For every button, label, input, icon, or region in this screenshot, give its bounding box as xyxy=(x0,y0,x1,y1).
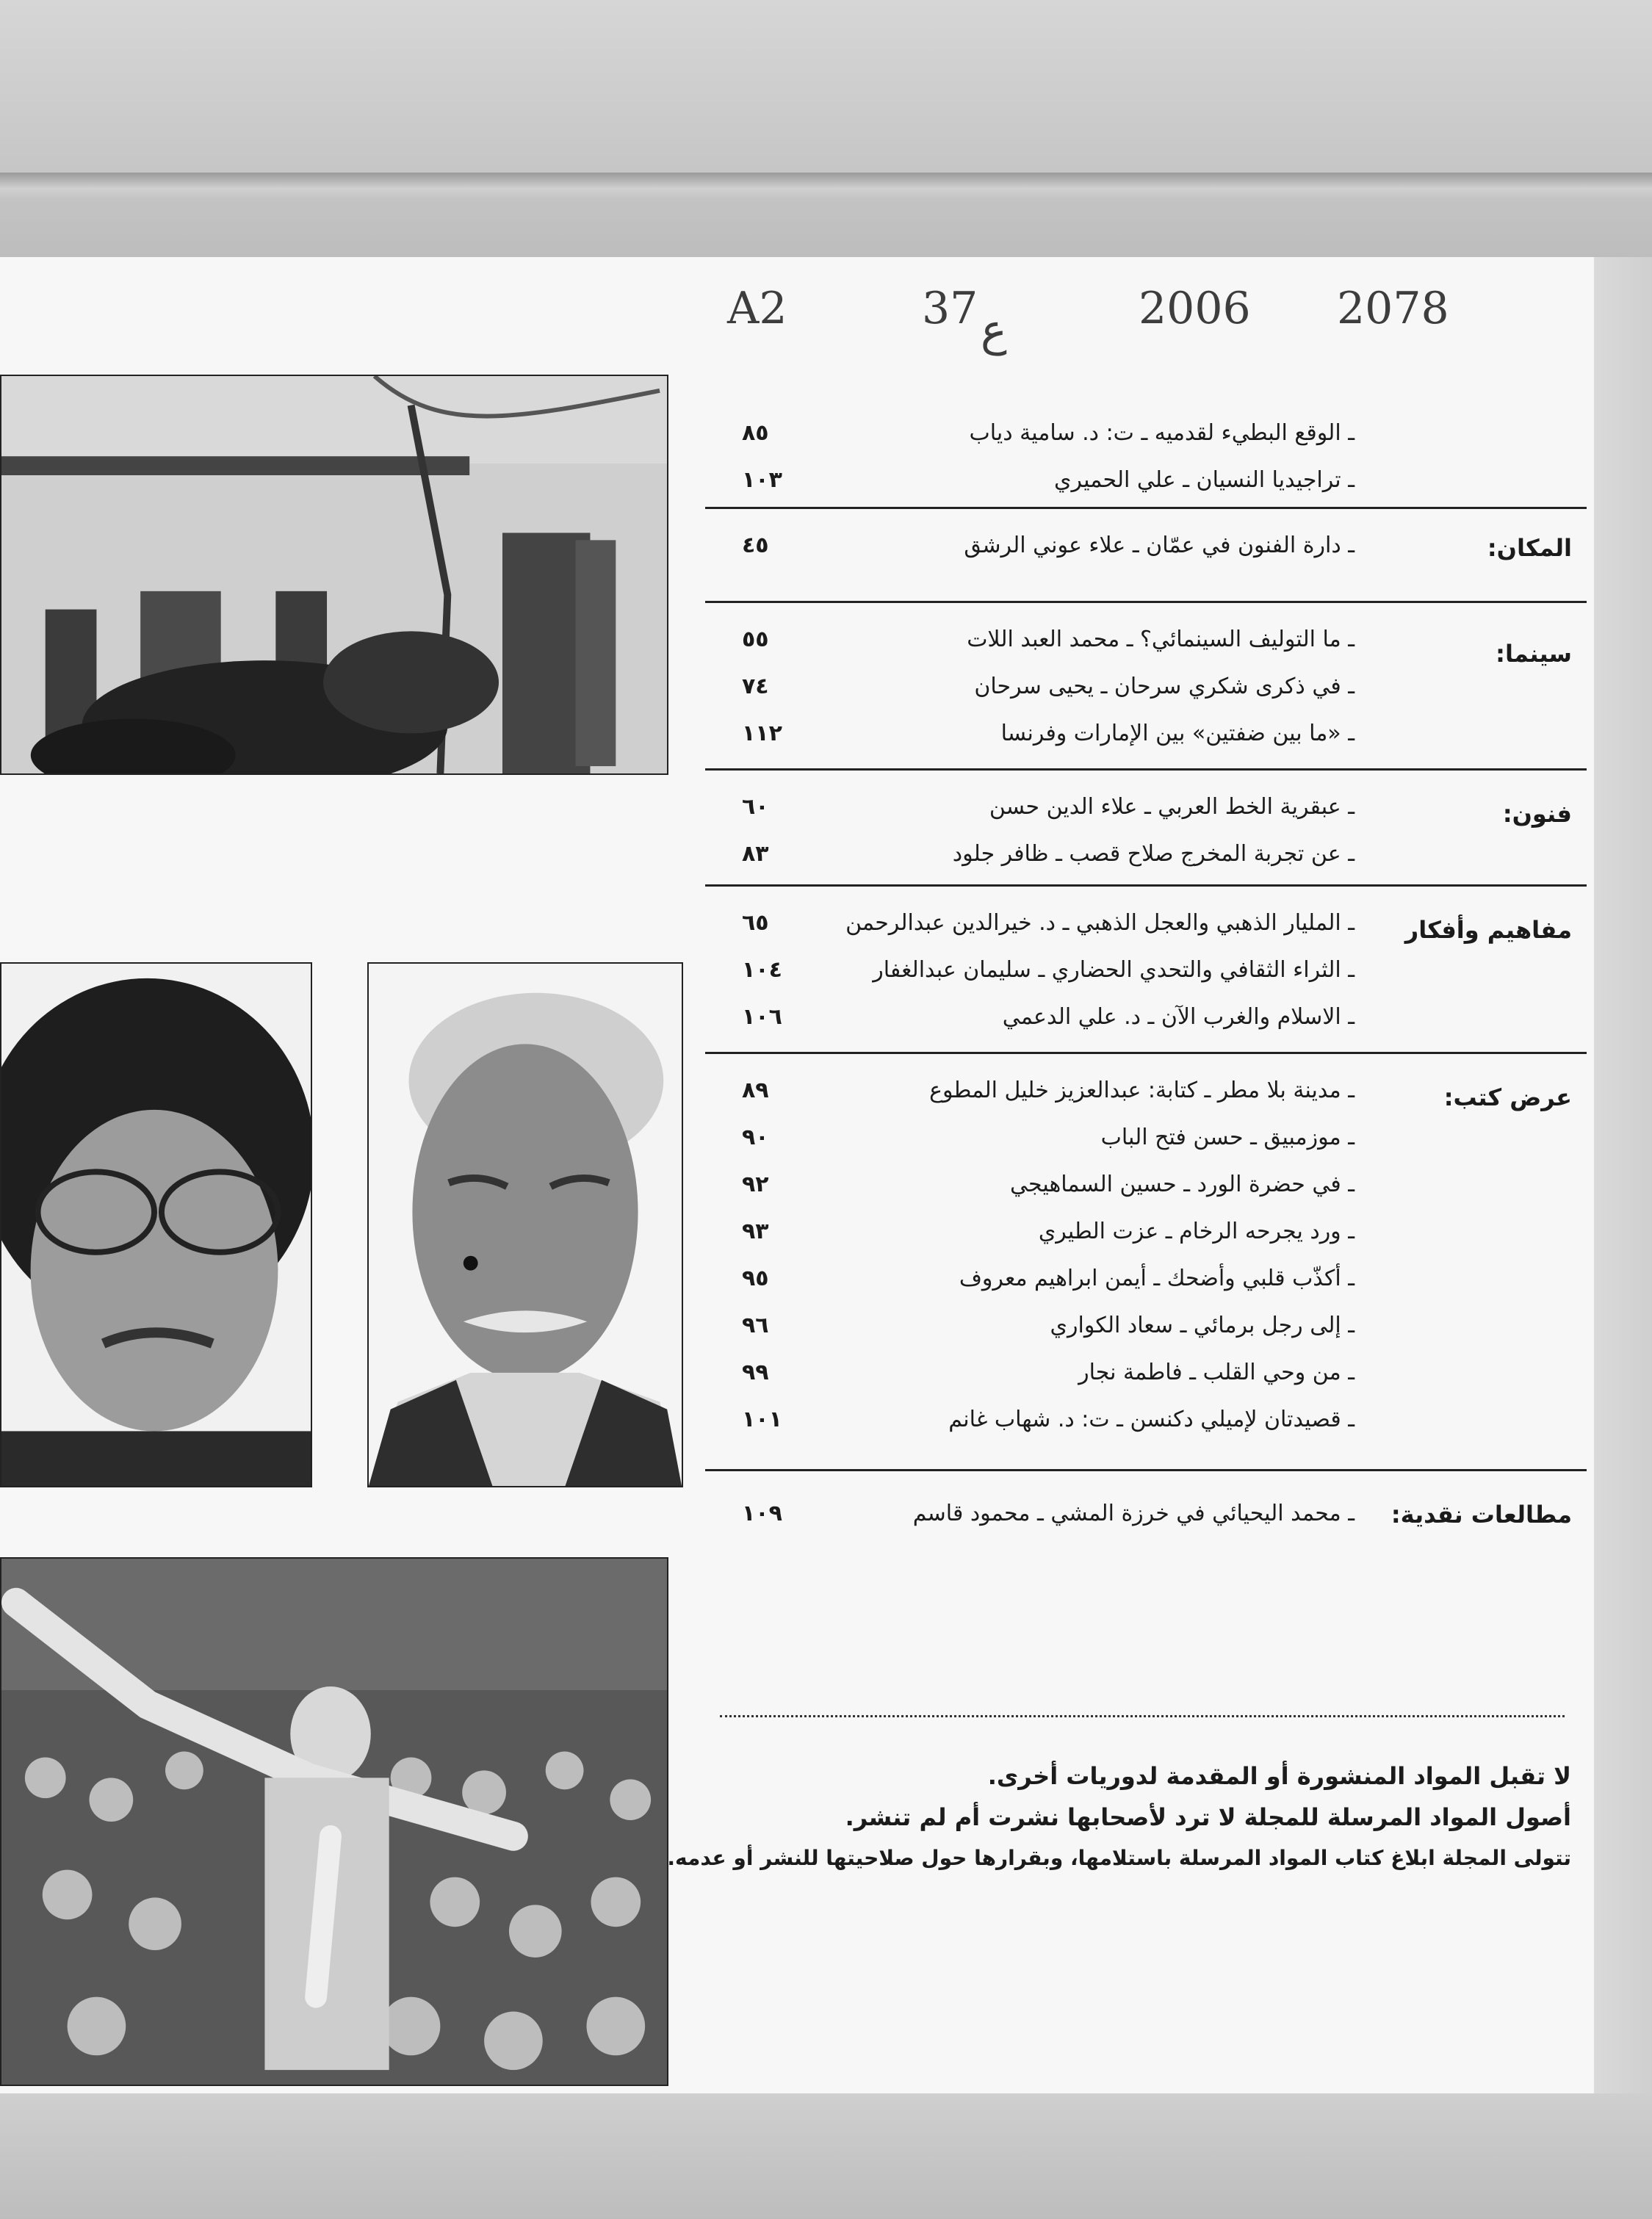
entry-page: ١٠٣ xyxy=(742,467,782,493)
scan-bottom-margin xyxy=(0,2093,1652,2219)
toc-entry[interactable] xyxy=(705,1163,1587,1210)
crowd-photo xyxy=(0,1557,668,2086)
submission-notes xyxy=(667,1756,1571,1879)
section-heading: فنون: xyxy=(1502,800,1572,828)
toc-entry[interactable] xyxy=(705,948,1587,995)
entry-page: ١٠٩ xyxy=(742,1501,782,1526)
toc-entry[interactable] xyxy=(705,1492,1587,1539)
toc-entry[interactable] xyxy=(705,411,1587,458)
scan-top-margin xyxy=(0,0,1652,257)
toc-entry[interactable] xyxy=(705,832,1587,879)
entry-title: ـ قصيدتان لإميلي دكنسن ـ ت: د. شهاب غانم xyxy=(948,1407,1355,1432)
page-fold-shadow xyxy=(0,173,1652,199)
entry-page: ٥٥ xyxy=(742,627,769,652)
handwriting-letter: ع xyxy=(981,305,1007,356)
building-photo xyxy=(0,375,668,775)
entry-page: ١٠٤ xyxy=(742,957,782,983)
handwriting-number: 2078 xyxy=(1337,283,1449,334)
entry-page: ٩٠ xyxy=(742,1125,769,1150)
note-line: لا تقبل المواد المنشورة أو المقدمة لدوريات أخرى. xyxy=(987,1762,1571,1790)
entry-page: ٩٣ xyxy=(742,1219,769,1244)
entry-page: ٨٩ xyxy=(742,1078,769,1103)
entry-title: ـ مدينة بلا مطر ـ كتابة: عبدالعزيز خليل المطوع xyxy=(929,1078,1355,1103)
section-heading: مفاهيم وأفكار xyxy=(1404,916,1572,944)
toc-section xyxy=(705,1471,1587,1552)
entry-page: ١٠٦ xyxy=(742,1004,782,1030)
entry-title: ـ عبقرية الخط العربي ـ علاء الدين حسن xyxy=(989,794,1355,820)
toc-section xyxy=(705,603,1587,771)
toc-entry[interactable] xyxy=(705,712,1587,759)
note-line: تتولى المجلة ابلاغ كتاب المواد المرسلة باستلامها، وبقرارها حول صلاحيتها للنشر أو عدمه. xyxy=(667,1846,1571,1870)
toc-entry[interactable] xyxy=(705,995,1587,1042)
handwriting-issue: 37 xyxy=(922,283,978,334)
entry-page: ١١٢ xyxy=(742,721,782,746)
entry-page: ٦٠ xyxy=(742,794,769,820)
toc-entry[interactable] xyxy=(705,618,1587,665)
entry-title: ـ الوقع البطيء لقدميه ـ ت: د. سامية دياب xyxy=(969,420,1355,446)
notes-divider xyxy=(720,1715,1565,1717)
entry-title: ـ أكذّب قلبي وأضحك ـ أيمن ابراهيم معروف xyxy=(959,1266,1355,1291)
toc-section xyxy=(705,887,1587,1054)
entry-title: ـ المليار الذهبي والعجل الذهبي ـ د. خيرالدين عبدالرحمن xyxy=(845,910,1355,936)
entry-title: ـ تراجيديا النسيان ـ علي الحميري xyxy=(1054,467,1355,493)
toc-entry[interactable] xyxy=(705,1069,1587,1116)
facing-page-edge xyxy=(1594,257,1652,2093)
entry-title: ـ دارة الفنون في عمّان ـ علاء عوني الرشق xyxy=(964,533,1355,558)
handwriting-code: A2 xyxy=(727,283,787,334)
woman-portrait-photo xyxy=(0,962,312,1487)
entry-page: ١٠١ xyxy=(742,1407,782,1432)
entry-page: ٧٤ xyxy=(742,674,769,699)
entry-title: ـ «ما بين ضفتين» بين الإمارات وفرنسا xyxy=(1000,721,1355,746)
table-of-contents xyxy=(705,397,1587,1552)
section-heading: سينما: xyxy=(1496,640,1572,668)
section-heading: المكان: xyxy=(1487,534,1572,562)
toc-entry[interactable] xyxy=(705,1398,1587,1445)
toc-entry[interactable] xyxy=(705,1351,1587,1398)
entry-page: ٨٥ xyxy=(742,420,769,446)
toc-entry[interactable] xyxy=(705,1257,1587,1304)
handwritten-catalog-note xyxy=(727,283,1449,364)
entry-page: ٩٩ xyxy=(742,1360,769,1385)
entry-title: ـ محمد اليحيائي في خرزة المشي ـ محمود قاسم xyxy=(912,1501,1355,1526)
entry-title: ـ ما التوليف السينمائي؟ ـ محمد العبد اللات xyxy=(967,627,1355,652)
entry-page: ٨٣ xyxy=(742,841,769,867)
entry-title: ـ موزمبيق ـ حسن فتح الباب xyxy=(1100,1125,1355,1150)
section-heading: مطالعات نقدية: xyxy=(1391,1501,1572,1529)
entry-page: ٩٦ xyxy=(742,1313,769,1338)
entry-page: ٩٥ xyxy=(742,1266,769,1291)
entry-title: ـ ورد يجرحه الرخام ـ عزت الطيري xyxy=(1038,1219,1355,1244)
entry-title: ـ الاسلام والغرب الآن ـ د. علي الدعمي xyxy=(1002,1004,1355,1030)
entry-title: ـ إلى رجل برمائي ـ سعاد الكواري xyxy=(1050,1313,1355,1338)
entry-title: ـ من وحي القلب ـ فاطمة نجار xyxy=(1078,1360,1355,1385)
entry-page: ٦٥ xyxy=(742,910,769,936)
toc-section xyxy=(705,397,1587,509)
toc-entry[interactable] xyxy=(705,1116,1587,1163)
entry-page: ٩٢ xyxy=(742,1172,769,1197)
entry-title: ـ في ذكرى شكري سرحان ـ يحيى سرحان xyxy=(974,674,1355,699)
man-portrait-photo xyxy=(367,962,683,1487)
toc-entry[interactable] xyxy=(705,1210,1587,1257)
entry-title: ـ الثراء الثقافي والتحدي الحضاري ـ سليمان عبدالغفار xyxy=(873,957,1355,983)
toc-section xyxy=(705,771,1587,887)
toc-entry[interactable] xyxy=(705,458,1587,505)
handwriting-year: 2006 xyxy=(1139,283,1251,334)
entry-title: ـ في حضرة الورد ـ حسين السماهيجي xyxy=(1010,1172,1355,1197)
entry-title: ـ عن تجربة المخرج صلاح قصب ـ ظافر جلود xyxy=(952,841,1355,867)
toc-entry[interactable] xyxy=(705,785,1587,832)
toc-entry[interactable] xyxy=(705,901,1587,948)
toc-entry[interactable] xyxy=(705,524,1587,571)
toc-entry[interactable] xyxy=(705,665,1587,712)
entry-page: ٤٥ xyxy=(742,533,769,558)
note-line: أصول المواد المرسلة للمجلة لا ترد لأصحابها نشرت أم لم تنشر. xyxy=(845,1803,1571,1831)
section-heading: عرض كتب: xyxy=(1443,1083,1572,1111)
toc-entry[interactable] xyxy=(705,1304,1587,1351)
toc-section xyxy=(705,1054,1587,1471)
toc-section xyxy=(705,509,1587,603)
